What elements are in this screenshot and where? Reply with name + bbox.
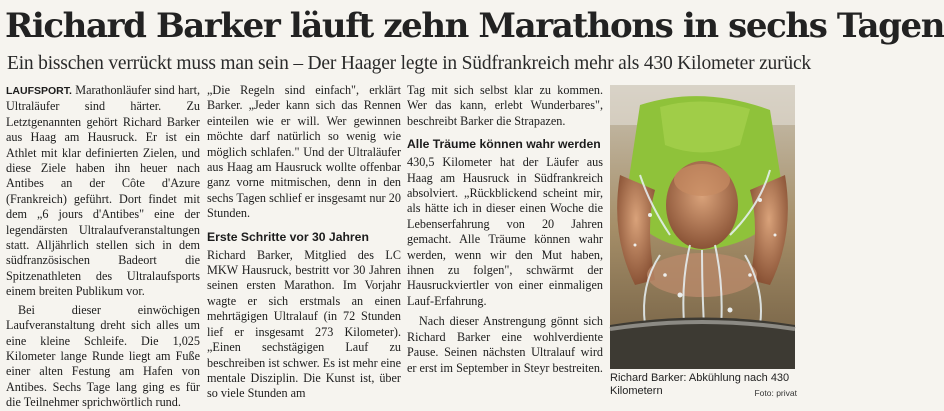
paragraph: 430,5 Kilometer hat der Läufer aus Haag am Hausruck in Südfrankreich absolviert. „Rückblickend scheint mir, als hätte ich in dieser einen Woche die Lebenserfahrung von 20 Jahren gemacht. Alle Träume können wahr werden, wenn wir den Mut haben, ihnen zu folgen", schwärmt der Hausruckviertler von einer einmaligen Lauf-Erfahrung. (407, 155, 603, 308)
column-2 (207, 83, 401, 402)
headline: Richard Barker läuft zehn Marathons in sechs Tagen (5, 6, 944, 46)
paragraph (6, 83, 200, 300)
paragraph: Nach dieser Anstrengung gönnt sich Richard Barker eine wohlverdiente Pause. Seinen nächsten Ultralauf wird er erst im September in Steyr bestreiten. (407, 314, 603, 375)
photo-credit: Foto: privat (754, 388, 797, 398)
column-3 (407, 83, 603, 376)
paragraph: Richard Barker, Mitglied des LC MKW Hausruck, bestritt vor 30 Jahren seinen ersten Marathon. Im Vorjahr wagte er sich erstmals an einen mehrtägigen Ultralauf (in 72 Stunden lief er insgesamt 273 Kilometer). „Einen sechstägigen Lauf zu beschreiben ist schwer. Es ist mehr eine mentale Disziplin. Die Kunst ist, über so viele Stunden am (207, 247, 401, 401)
photo-caption: Richard Barker: Abkühlung nach 430 Kilometern (610, 372, 790, 397)
article-photo (610, 85, 795, 369)
runner-photo-illustration (610, 85, 795, 369)
kicker: LAUFSPORT. (6, 85, 72, 97)
section-heading: Alle Träume können wahr werden (407, 137, 601, 152)
paragraph: „Die Regeln sind einfach", erklärt Barker. „Jeder kann sich das Rennen einteilen wie er will. Wer gewinnen möchte darf natürlich so wenig wie möglich schlafen." Und der Ultraläufer aus Haag am Hausruck wollte offenbar ganz vorne mitmischen, denn in den sechs Tagen schlief er insgesamt nur 20 Stunden. (207, 83, 401, 221)
subheadline: Ein bisschen verrückt muss man sein – Der Haager legte in Südfrankreich mehr als 430 Kilometer zurück (7, 53, 811, 74)
paragraph: Bei dieser einwöchigen Laufveranstaltung dreht sich alles um eine kleine Schleife. Die 1,025 Kilometer lange Runde liegt am Fuße einer alten Festung am Hafen von Antibes. Sechs Tage lang ging es für die Teilnehmer sprichwörtlich rund. (6, 302, 200, 410)
section-heading: Erste Schritte vor 30 Jahren (207, 229, 369, 244)
paragraph: Tag mit sich selbst klar zu kommen. Wer das kann, erlebt Wunderbares", beschreibt Barker die Strapazen. (407, 83, 603, 128)
paragraph-text: Marathonläufer sind hart, Ultraläufer sind härter. Zu Letztgenannten gehört Richard Barker aus Haag am Hausruck. Er ist ein Athlet mit klar definierten Zielen, und diese Ziele haben ihn heuer nach Antibes an der Côte d'Azure (Frankreich) geführt. Dort findet mit dem „6 jours d'Antibes" eine der legendärsten Ultralaufveranstaltungen statt. Alljährlich stellen sich in dem südfranzösischen Badeort die Spitzenathleten des Ultralaufsports einem breiten Publikum vor. (6, 83, 201, 299)
column-1 (6, 83, 200, 411)
